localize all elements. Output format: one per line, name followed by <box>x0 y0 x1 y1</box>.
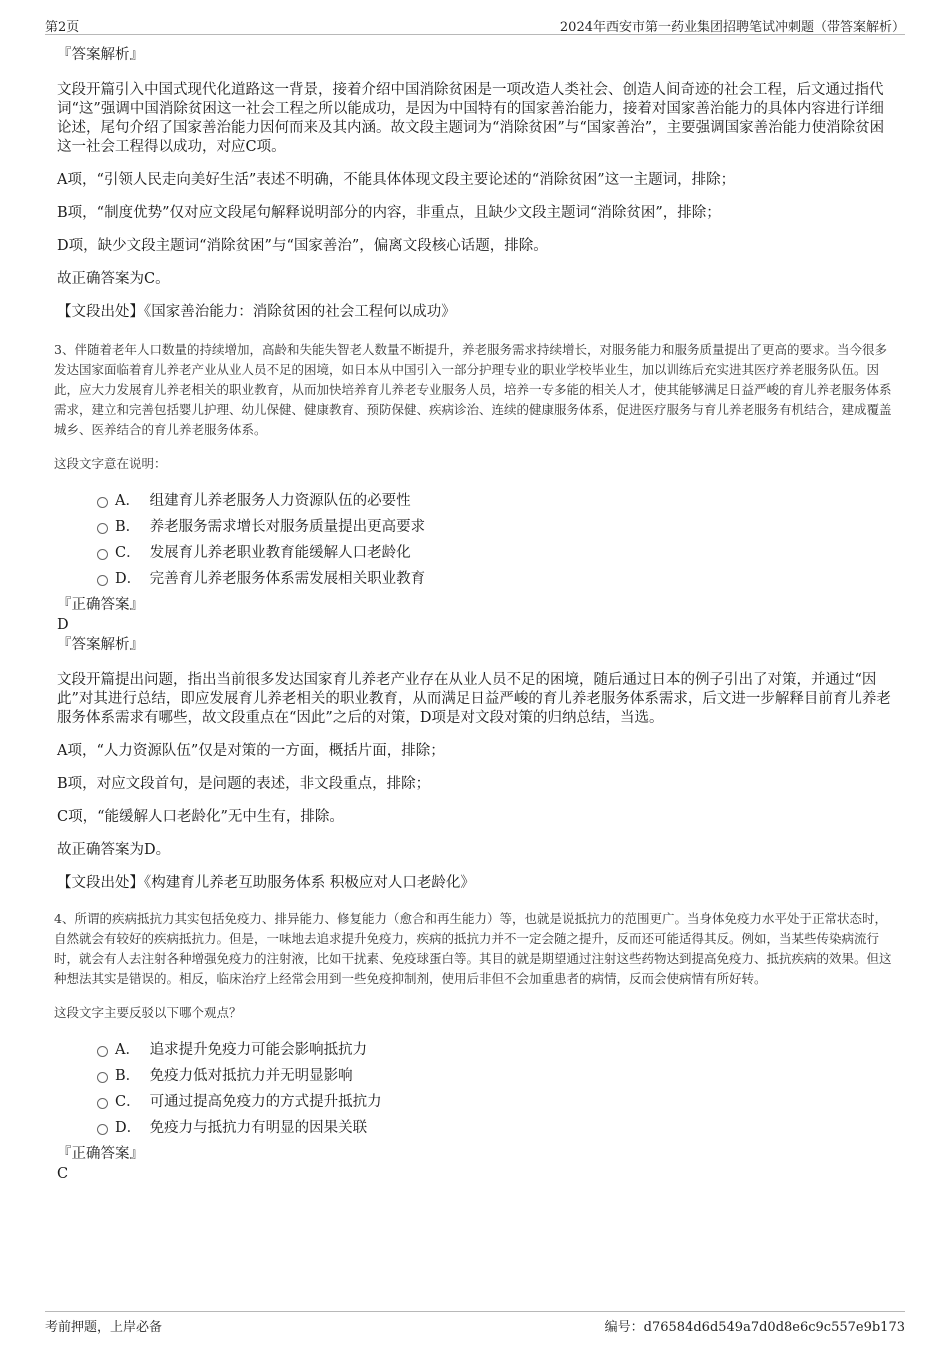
answer-label: 『正确答案』 <box>57 1146 144 1162</box>
option-b-explanation: B项，“制度优势”仅对应文段尾句解释说明部分的内容，非重点，且缺少文段主题词“消除贫困”，排除； <box>57 205 721 221</box>
options-list <box>57 1037 895 1141</box>
footer-slogan: 考前押题，上岸必备 <box>45 1320 163 1335</box>
analysis-text: 文段开篇引入中国式现代化道路这一背景，接着介绍中国消除贫困是一项改造人类社会、创造人间奇迹的社会工程，后文通过指代词“这”强调中国消除贫困这一社会工程之所以能成功，是因为中国特有的国家善治能力，接着对国家善治能力的具体内容进行详细论述，尾句介绍了国家善治能力因何而来及其内涵。故文段主题词为“消除贫困”与“国家善治”，主要强调国家善治能力使消除贫困这一社会工程得以成功，对应C项。 <box>57 82 885 155</box>
question-prompt: 这段文字主要反驳以下哪个观点？ <box>54 1005 242 1020</box>
radio-icon[interactable] <box>97 549 108 560</box>
option-d-explanation: D项，缺少文段主题词“消除贫困”与“国家善治”，偏离文段核心话题，排除。 <box>57 238 548 254</box>
source-citation: 【文段出处】《国家善治能力：消除贫困的社会工程何以成功》 <box>57 304 456 320</box>
option-b-explanation: B项，对应文段首句，是问题的表述，非文段重点，排除； <box>57 776 431 792</box>
question-prompt: 这段文字意在说明： <box>54 456 167 471</box>
conclusion: 故正确答案为D。 <box>57 842 171 858</box>
question-stem: 4、所谓的疾病抵抗力其实包括免疫力、排异能力、修复能力（愈合和再生能力）等，也就是说抵抗力的范围更广。当身体免疫力水平处于正常状态时，自然就会有较好的疾病抵抗力。但是，一味地去追求提升免疫力，疾病的抵抗力并不一定会随之提升，反而还可能适得其反。例如，当某些传染病流行时，就会有人去注射各种增强免疫力的注射液，比如干扰素、免疫球蛋白等。其目的就是期望通过注射这些药物达到提高免疫力、抵抗疾病的效果。但这种想法其实是错误的。相反，临床治疗上经常会用到一些免疫抑制剂，使用后非但不会加重患者的病情，反而会使病情有所好转。 <box>54 911 892 986</box>
page-header <box>45 14 905 35</box>
answer-value: D <box>57 617 69 633</box>
source-citation: 【文段出处】《构建育儿养老互助服务体系 积极应对人口老龄化》 <box>57 875 475 891</box>
page-footer <box>45 1311 905 1336</box>
radio-icon[interactable] <box>97 1098 108 1109</box>
analysis-label: 『答案解析』 <box>57 47 144 63</box>
option-a[interactable]: A． 追求提升免疫力可能会影响抵抗力 <box>57 1037 895 1063</box>
options-list <box>57 488 895 592</box>
page-content <box>54 44 895 1184</box>
radio-icon[interactable] <box>97 575 108 586</box>
analysis-label: 『答案解析』 <box>57 637 144 653</box>
page-number: 第2页 <box>45 20 80 35</box>
option-a-explanation: A项，“人力资源队伍”仅是对策的一方面，概括片面，排除； <box>57 743 445 759</box>
option-a-explanation: A项，“引领人民走向美好生活”表述不明确，不能具体体现文段主要论述的“消除贫困”这一主题词，排除； <box>57 172 736 188</box>
option-b[interactable]: B． 养老服务需求增长对服务质量提出更高要求 <box>57 514 895 540</box>
option-c[interactable]: C． 发展育儿养老职业教育能缓解人口老龄化 <box>57 540 895 566</box>
option-d[interactable]: D． 完善育儿养老服务体系需发展相关职业教育 <box>57 566 895 592</box>
option-a[interactable]: A． 组建育儿养老服务人力资源队伍的必要性 <box>57 488 895 514</box>
radio-icon[interactable] <box>97 497 108 508</box>
radio-icon[interactable] <box>97 1072 108 1083</box>
option-b[interactable]: B． 免疫力低对抵抗力并无明显影响 <box>57 1063 895 1089</box>
answer-label: 『正确答案』 <box>57 597 144 613</box>
question-stem: 3、伴随着老年人口数量的持续增加，高龄和失能失智老人数量不断提升，养老服务需求持续增长，对服务能力和服务质量提出了更高的要求。当今很多发达国家面临着育儿养老产业从业人员不足的困境，如日本从中国引入一部分护理专业的职业学校毕业生，加以训练后充实进其医疗养老服务队伍。因此，应大力发展育儿养老相关的职业教育，从而加快培养育儿养老专业服务人员，培养一专多能的相关人才，使其能够满足日益严峻的育儿养老服务体系需求，建立和完善包括婴儿护理、幼儿保健、健康教育、预防保健、疾病诊治、连续的健康服务体系，促进医疗服务与育儿养老服务有机结合，建成覆盖城乡、医养结合的育儿养老服务体系。 <box>54 342 892 437</box>
option-d[interactable]: D． 免疫力与抵抗力有明显的因果关联 <box>57 1115 895 1141</box>
analysis-text: 文段开篇提出问题，指出当前很多发达国家育儿养老产业存在从业人员不足的困境，随后通过日本的例子引出了对策，并通过“因此”对其进行总结，即应发展育儿养老相关的职业教育，从而满足日益严峻的育儿养老服务体系需求，后文进一步解释目前育儿养老服务体系需求有哪些，故文段重点在“因此”之后的对策，D项是对文段对策的归纳总结，当选。 <box>57 672 891 726</box>
option-c-explanation: C项，“能缓解人口老龄化”无中生有，排除。 <box>57 809 344 825</box>
radio-icon[interactable] <box>97 1046 108 1057</box>
document-id: 编号：d76584d6d549a7d0d8e6c9c557e9b173 <box>604 1320 905 1335</box>
option-c[interactable]: C． 可通过提高免疫力的方式提升抵抗力 <box>57 1089 895 1115</box>
radio-icon[interactable] <box>97 1124 108 1135</box>
conclusion: 故正确答案为C。 <box>57 271 170 287</box>
answer-value: C <box>57 1166 69 1182</box>
document-title: 2024年西安市第一药业集团招聘笔试冲刺题（带答案解析） <box>559 20 905 35</box>
radio-icon[interactable] <box>97 523 108 534</box>
